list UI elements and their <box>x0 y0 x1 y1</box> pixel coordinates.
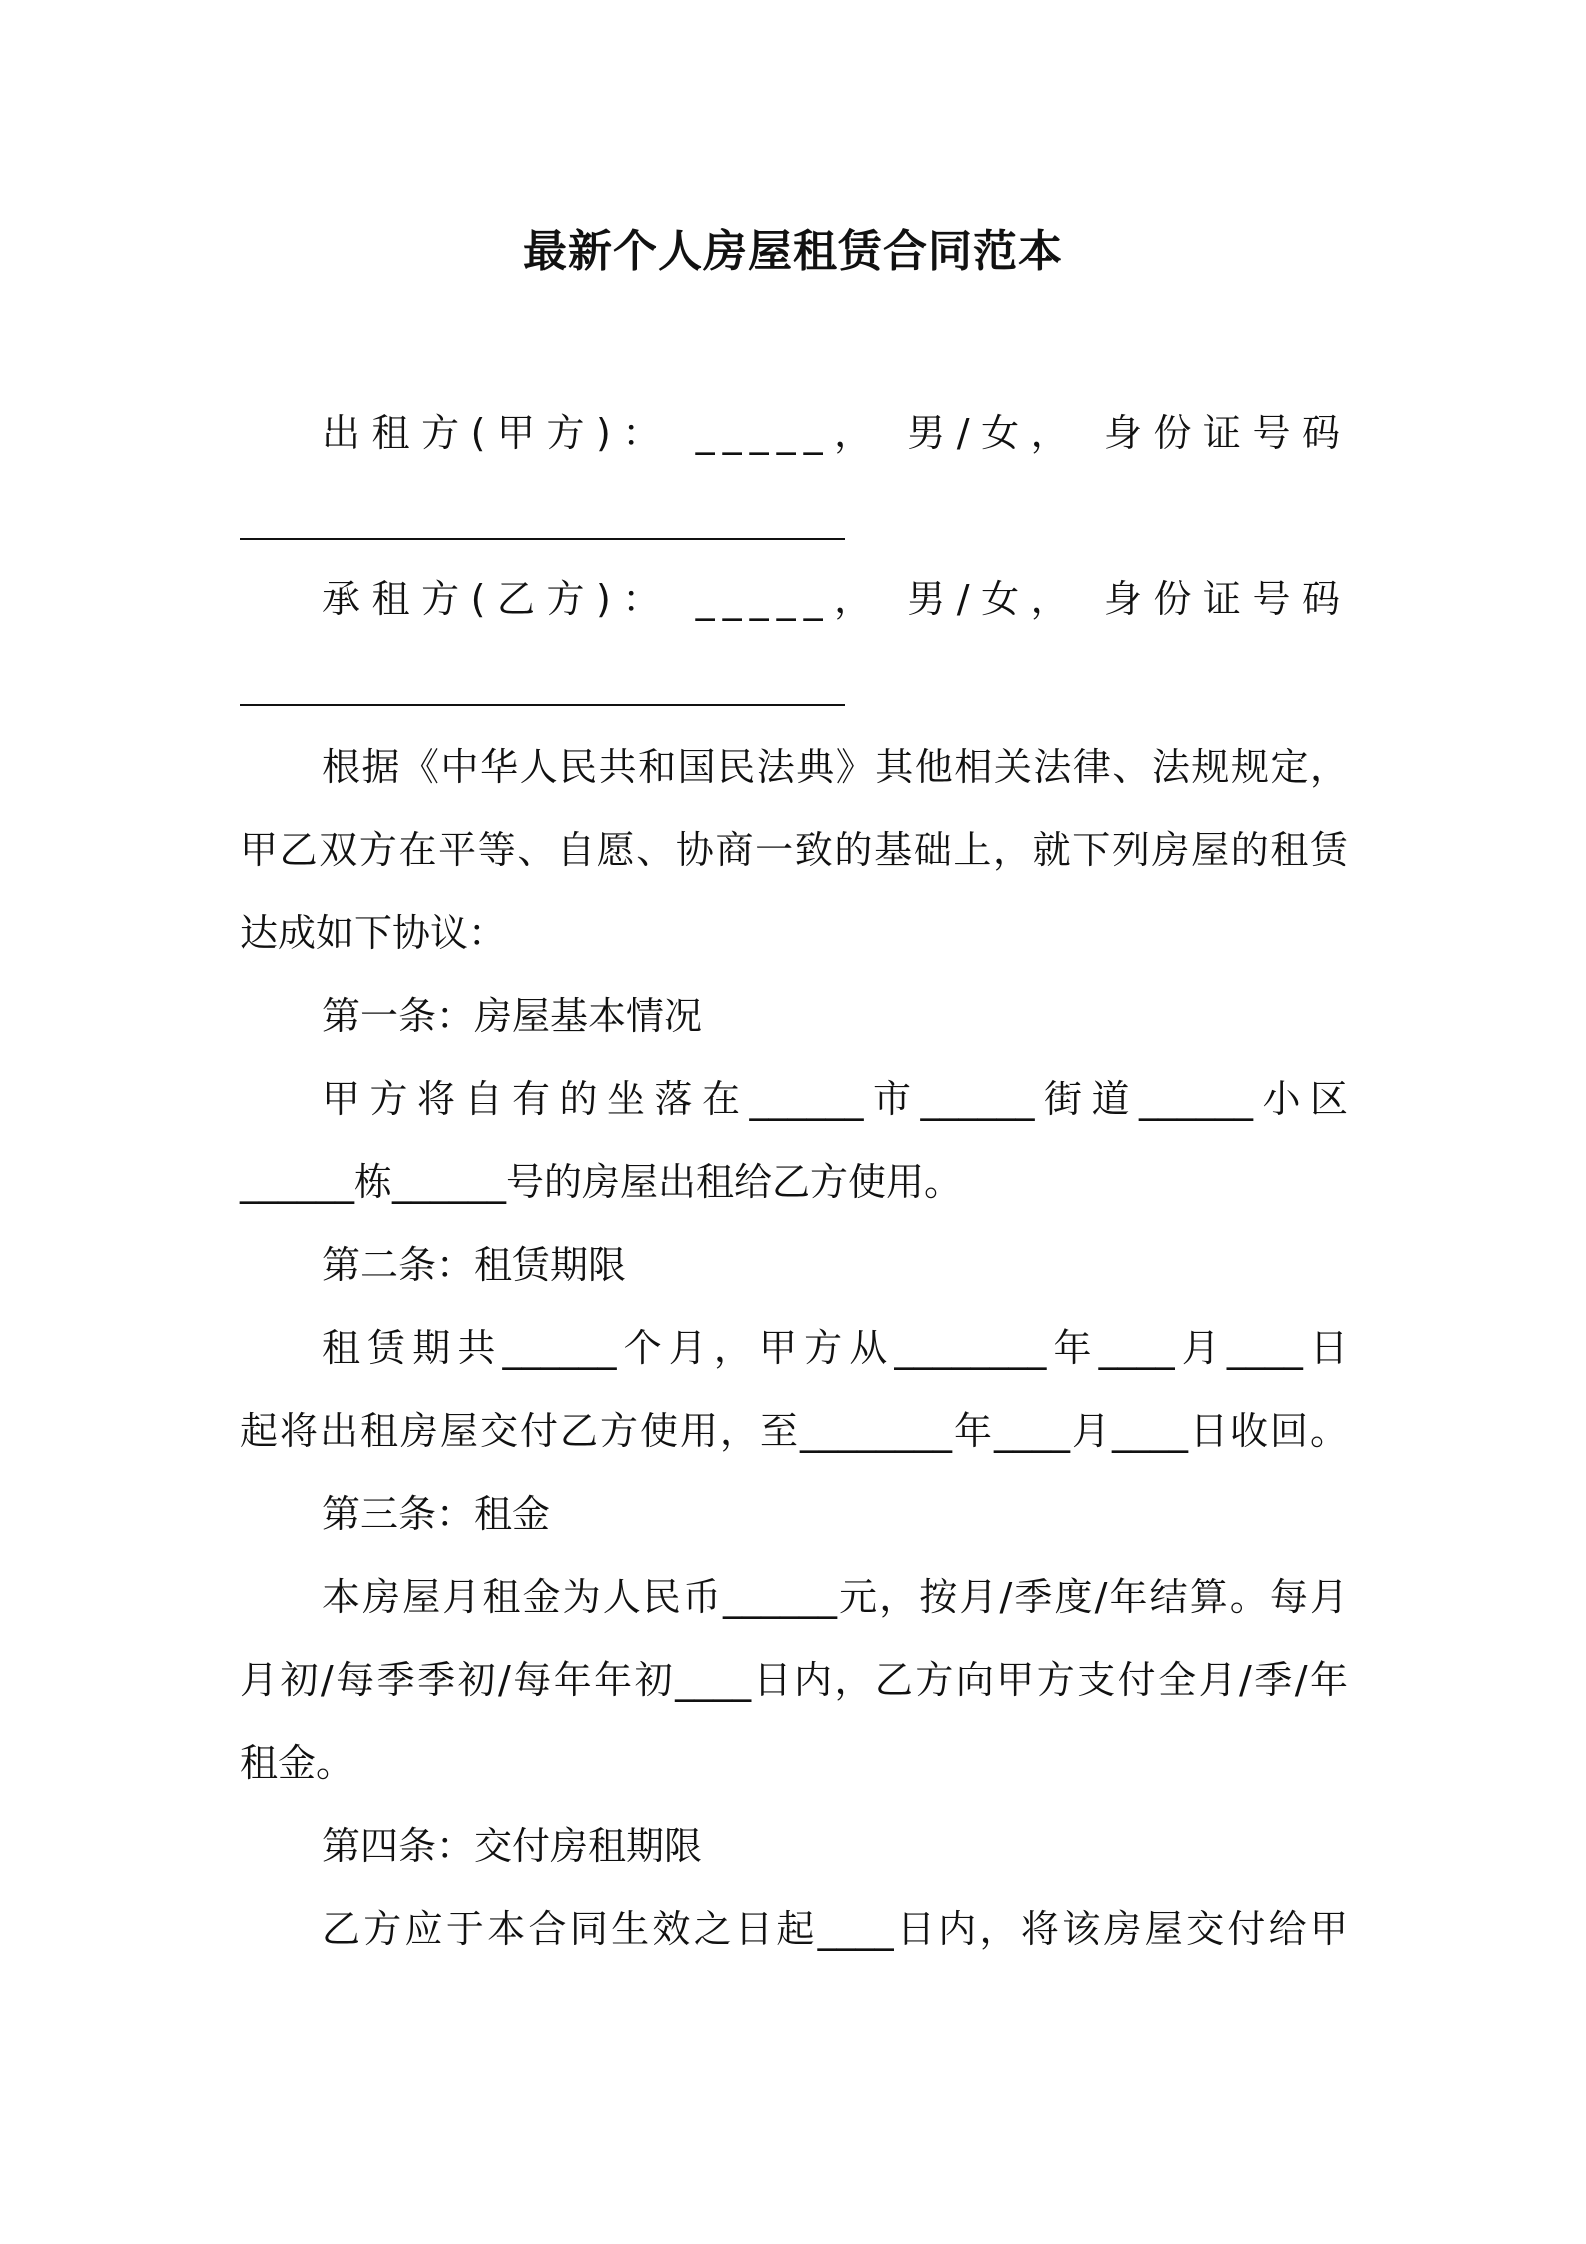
article-3-heading: 第三条：租金 <box>322 1492 551 1536</box>
preamble-line-1: 根据《中华人民共和国民法典》其他相关法律、法规规定， <box>322 745 1348 789</box>
article-2-heading: 第二条：租赁期限 <box>322 1243 627 1287</box>
article-3-line-2: 月初/每季季初/每年年初____日内，乙方向甲方支付全月/季/年 <box>240 1658 1348 1702</box>
article-3-line-1: 本房屋月租金为人民币______元，按月/季度/年结算。每月 <box>322 1575 1348 1619</box>
party-a-id-blank <box>240 538 845 540</box>
article-4-line-1: 乙方应于本合同生效之日起____日内，将该房屋交付给甲 <box>322 1907 1348 1951</box>
party-b-line: 承租方(乙方)： _____， 男/女， 身份证号码 <box>322 577 1348 621</box>
article-3-line-3: 租金。 <box>240 1741 355 1785</box>
article-4-heading: 第四条：交付房租期限 <box>322 1824 703 1868</box>
article-2-line-2: 起将出租房屋交付乙方使用，至________年____月____日收回。 <box>240 1409 1348 1453</box>
article-1-line-1: 甲方将自有的坐落在______市______街道______小区 <box>322 1077 1348 1121</box>
preamble-line-2: 甲乙双方在平等、自愿、协商一致的基础上，就下列房屋的租赁 <box>240 828 1348 872</box>
article-1-heading: 第一条：房屋基本情况 <box>322 994 703 1038</box>
article-1-line-2: ______栋______号的房屋出租给乙方使用。 <box>240 1160 963 1204</box>
document-title: 最新个人房屋租赁合同范本 <box>523 226 1063 277</box>
article-2-line-1: 租赁期共______个月，甲方从________年____月____日 <box>322 1326 1348 1370</box>
party-b-id-blank <box>240 704 845 706</box>
party-a-line: 出租方(甲方)： _____， 男/女， 身份证号码 <box>322 411 1348 455</box>
preamble-line-3: 达成如下协议： <box>240 911 507 955</box>
